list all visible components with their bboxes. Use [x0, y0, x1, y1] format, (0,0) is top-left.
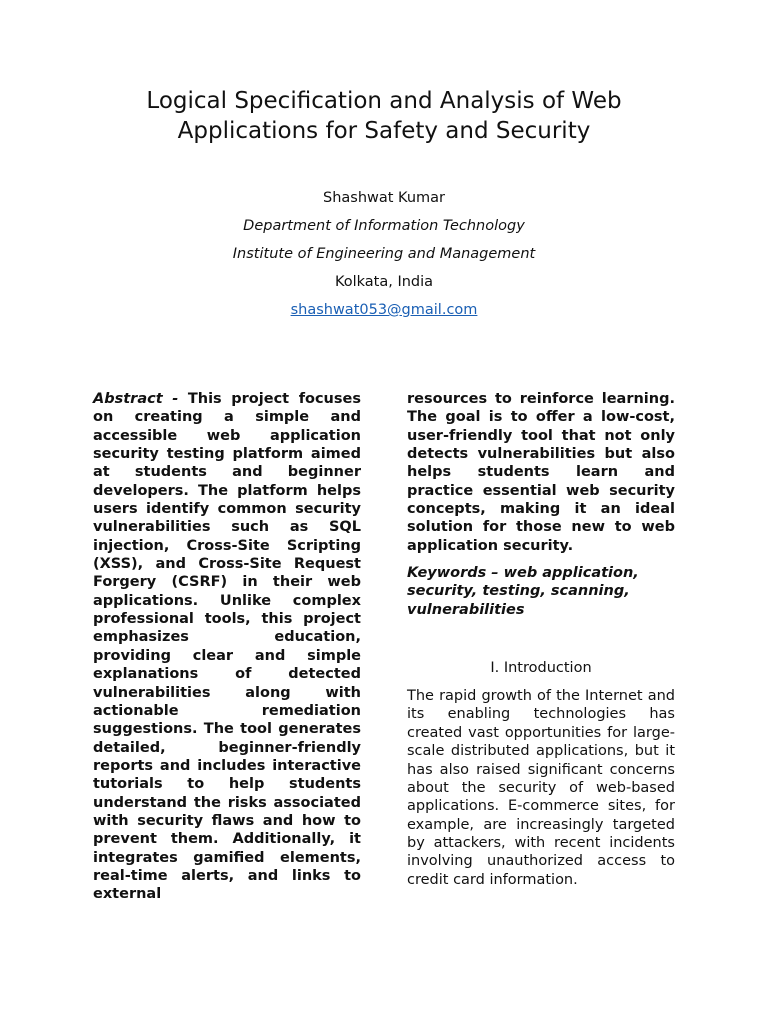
author-institute: Institute of Engineering and Management — [232, 246, 536, 262]
author-name: Shashwat Kumar — [322, 190, 445, 206]
author-block — [60, 186, 708, 326]
left-column — [93, 390, 361, 904]
author-location: Kolkata, India — [334, 274, 434, 290]
paper-title-line-2: Applications for Safety and Security — [177, 118, 591, 144]
introduction-text: The rapid growth of the Internet and its enabling technologies has created vast opportunities for large-scale distributed applications, but it has also raised significant concerns about the security of web-based applications. E-commerce sites, for example, are increasingly targeted by attackers, with recent incidents involving unauthorized access to credit card information. — [407, 688, 675, 888]
abstract-text-right: resources to reinforce learning. The goal is to offer a low-cost, user-friendly tool that not only detects vulnerabilities but also helps students learn and practice essential web security concepts, making it an ideal solution for those new to web application security. — [407, 391, 675, 554]
author-department: Department of Information Technology — [243, 218, 525, 234]
section-heading-introduction: I. Introduction — [490, 660, 592, 677]
paper-title-line-1: Logical Specification and Analysis of Web — [146, 88, 622, 114]
paper-title — [60, 86, 708, 146]
abstract-paragraph — [93, 390, 361, 904]
abstract-label: Abstract - — [93, 391, 179, 407]
abstract-text-left: This project focuses on creating a simple and accessible web application security testing platform aimed at students and beginner developers. The platform helps users identify common security vulnerabilities such as SQL injection, Cross-Site Scripting (XSS), and Cross-Site Request Forgery (CSRF) in their web applications. Unlike complex professional tools, this project emphasizes education, providing clear and simple explanations of detected vulnerabilities along with actionable remediation suggestions. The tool generates detailed, beginner-friendly reports and includes interactive tutorials to help students understand the risks associated with security flaws and how to prevent them. Additionally, it integrates gamified elements, real-time alerts, and links to external — [93, 391, 361, 903]
author-email-link[interactable]: shashwat053@gmail.com — [290, 302, 478, 318]
keywords: Keywords – web application, security, testing, scanning, vulnerabilities — [407, 565, 639, 618]
right-column — [407, 390, 675, 889]
